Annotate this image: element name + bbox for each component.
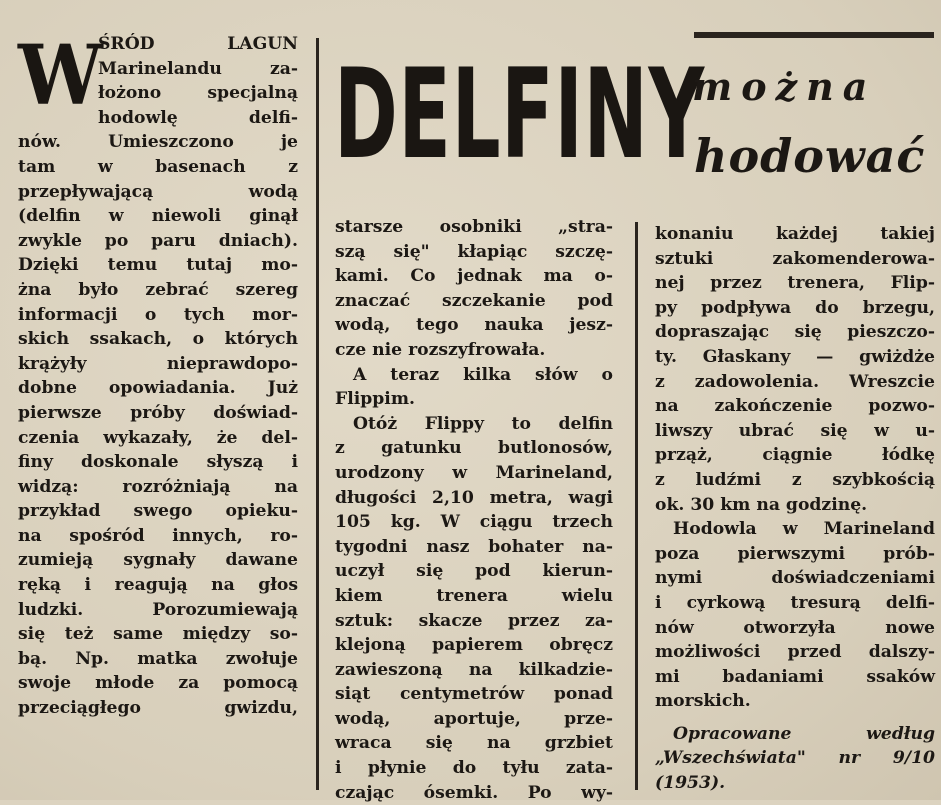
text-line: ty. Głaskany — gwiżdże (655, 346, 935, 367)
text-line: czając ósemki. Po wy- (335, 782, 613, 803)
text-line: informacji o tych mor- (18, 304, 298, 325)
text-line: i płynie do tyłu zata- (335, 758, 613, 779)
text-line: żna było zebrać szereg (18, 279, 298, 300)
text-line: starsze osobniki „stra- (335, 217, 613, 237)
text-line: przykład swego opieku- (18, 501, 298, 522)
text-line: nów. Umieszczono je (18, 132, 298, 153)
text-column-1 (18, 28, 298, 721)
article-subtitle-line1: można (692, 64, 877, 109)
text-column-3 (655, 222, 935, 796)
text-line: klejoną papierem obręcz (335, 635, 613, 656)
drop-cap: W (18, 28, 103, 124)
source-credit: „Wszechświata" nr 9/10 (655, 748, 935, 769)
text-line: poza pierwszymi prób- (655, 543, 935, 564)
text-line: czenia wykazały, że del- (18, 427, 298, 448)
text-line: z zadowolenia. Wreszcie (655, 371, 935, 392)
text-line: z ludźmi z szybkością (655, 469, 935, 490)
source-credit: (1953). (655, 773, 726, 794)
text-line: kiem trenera wielu (335, 585, 613, 606)
text-line: (delfin w niewoli ginął (18, 206, 298, 227)
text-line: uczył się pod kierun- (335, 561, 613, 582)
text-line: Marinelandu za- (98, 58, 298, 79)
column-divider-2 (635, 222, 638, 790)
text-line: się też same między so- (18, 624, 298, 645)
text-line: ŚRÓD LAGUN (98, 34, 298, 54)
text-line: zumieją sygnały dawane (18, 550, 298, 571)
text-line: 105 kg. W ciągu trzech (335, 512, 613, 533)
text-line: wodą, tego nauka jesz- (335, 315, 613, 336)
text-line: nymi doświadczeniami (655, 568, 935, 589)
text-line: przeciągłego gwizdu, (18, 698, 298, 719)
text-line: finy doskonale słyszą i (18, 452, 298, 473)
text-line: ręką i reagują na głos (18, 575, 298, 596)
text-line: łożono specjalną (98, 83, 298, 104)
text-line: tam w basenach z (18, 156, 298, 177)
text-line: dopraszając się pieszczo- (655, 322, 935, 343)
text-line: tygodni nasz bohater na- (335, 536, 613, 557)
text-line: prząż, ciągnie łódkę (655, 445, 935, 466)
text-line: nów otworzyła nowe (655, 617, 935, 638)
text-line: na spośród innych, ro- (18, 525, 298, 546)
text-line: Flippim. (335, 389, 415, 410)
text-line: sztuki zakomenderowa- (655, 248, 935, 269)
text-line: krążyły nieprawdopo- (18, 353, 298, 374)
text-line: hodowlę delfi- (98, 107, 298, 128)
text-line: Otóż Flippy to delfin (353, 413, 613, 434)
text-line: widzą: rozróżniają na (18, 476, 298, 497)
text-line: cze nie rozszyfrowała. (335, 339, 546, 360)
article-title: DELFINY (334, 43, 705, 187)
text-line: konaniu każdej takiej (655, 224, 935, 244)
text-line: urodzony w Marineland, (335, 462, 613, 483)
text-line: wraca się na grzbiet (335, 733, 613, 754)
text-line: ludzki. Porozumiewają (18, 599, 298, 620)
headline-rule (694, 32, 934, 38)
text-line: skich ssakach, o których (18, 329, 298, 350)
article-subtitle-line2: hodować (694, 129, 926, 183)
text-line: dobne opowiadania. Już (18, 378, 298, 399)
text-line: z gatunku butlonosów, (335, 438, 613, 459)
text-column-2 (335, 215, 613, 805)
text-line: przepływającą wodą (18, 181, 298, 202)
text-line: A teraz kilka słów o (353, 364, 613, 385)
text-line: szą się" kłapiąc szczę- (335, 241, 613, 262)
text-line: Hodowla w Marineland (673, 519, 935, 540)
text-line: py podpływa do brzegu, (655, 297, 935, 318)
text-line: mi badaniami ssaków (655, 666, 935, 687)
text-line: sztuk: skacze przez za- (335, 610, 613, 631)
text-line: pierwsze próby doświad- (18, 402, 298, 423)
column-divider-1 (316, 38, 319, 790)
text-line: swoje młode za pomocą (18, 673, 298, 694)
text-line: Dzięki temu tutaj mo- (18, 255, 298, 276)
text-line: wodą, aportuje, prze- (335, 708, 613, 729)
text-line: ok. 30 km na godzinę. (655, 494, 868, 515)
text-line: kami. Co jednak ma o- (335, 266, 613, 287)
source-credit: Opracowane według (673, 723, 935, 744)
text-line: możliwości przed dalszy- (655, 642, 935, 663)
text-line: znaczać szczekanie pod (335, 290, 613, 311)
text-line: morskich. (655, 691, 751, 712)
text-line: zawieszoną na kilkadzie- (335, 659, 613, 680)
text-line: na zakończenie pozwo- (655, 396, 935, 417)
text-line: bą. Np. matka zwołuje (18, 648, 298, 669)
text-line: siąt centymetrów ponad (335, 684, 613, 705)
text-line: zwykle po paru dniach). (18, 230, 298, 251)
text-line: i cyrkową tresurą delfi- (655, 592, 935, 613)
text-line: długości 2,10 metra, wagi (335, 487, 613, 508)
text-line: nej przez trenera, Flip- (655, 273, 935, 294)
text-line: liwszy ubrać się w u- (655, 420, 935, 441)
